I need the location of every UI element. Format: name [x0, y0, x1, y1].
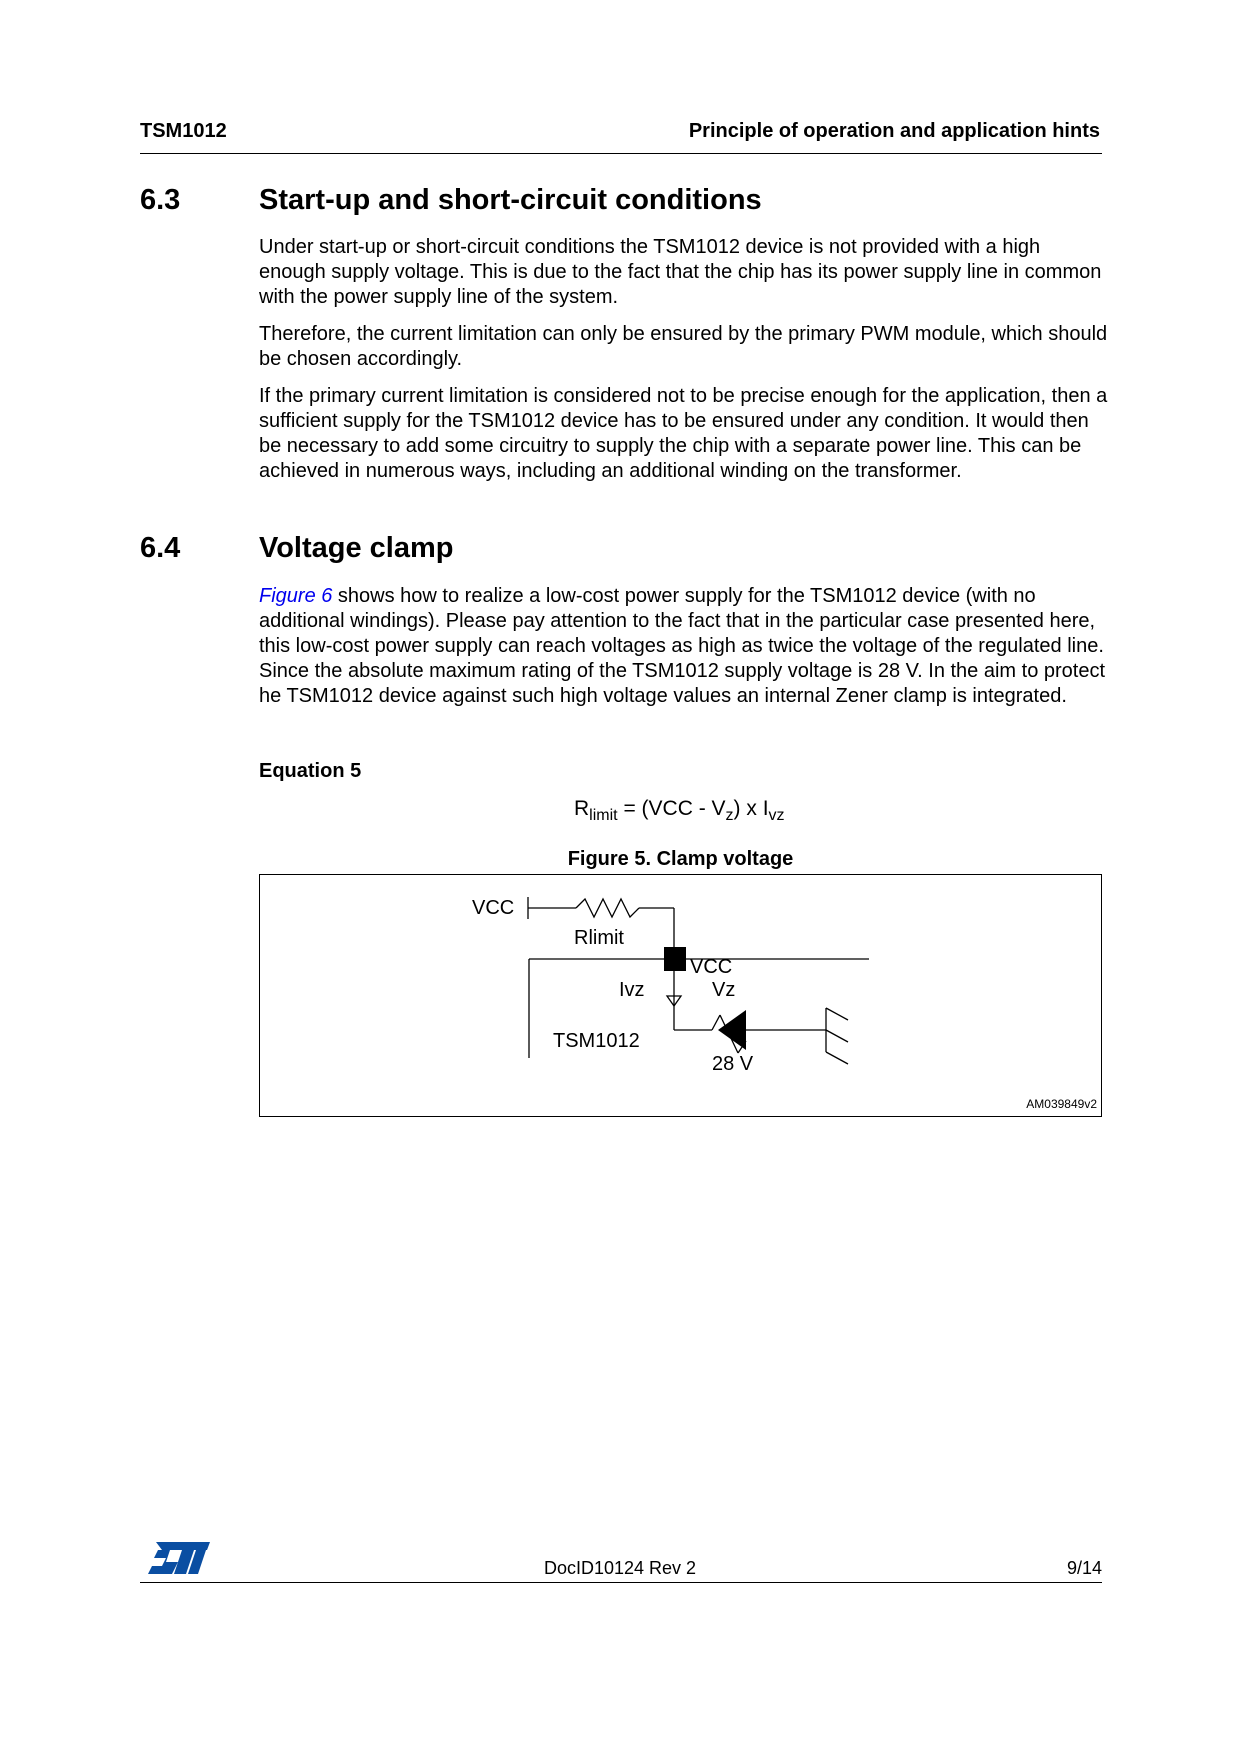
- label-vcc-pin: VCC: [690, 956, 733, 978]
- label-zener-voltage: 28 V: [712, 1053, 754, 1075]
- label-rlimit: Rlimit: [574, 927, 624, 949]
- section-6-3-body: [259, 235, 1109, 484]
- paragraph: Therefore, the current limitation can only be ensured by the primary PWM module, which should be chosen accordingly.: [259, 323, 1108, 370]
- label-vcc-left: VCC: [472, 897, 515, 919]
- figure-6-link[interactable]: Figure 6: [259, 585, 333, 607]
- paragraph-text: shows how to realize a low-cost power supply for the TSM1012 device (with no additional windings). Please pay attention to the fact that in the particular case presented here, this low-cost power supply can reach voltages as high as twice the voltage of the regulated line. Since the absolute maximum rating of the TSM1012 supply voltage is 28 V. In the aim to protect he TSM1012 device against such high voltage values an internal Zener clamp is integrated.: [259, 585, 1106, 707]
- label-vz: Vz: [712, 979, 736, 1001]
- paragraph: Under start-up or short-circuit conditions the TSM1012 device is not provided with a high enough supply voltage. This is due to the fact that the chip has its power supply line in common with the power supply line of the system.: [259, 236, 1102, 308]
- equation-label: Equation 5: [259, 760, 362, 782]
- footer-page-number: 9/14: [1066, 1558, 1102, 1578]
- footer-rule: [140, 1582, 1102, 1583]
- ground-hatch: [826, 1052, 848, 1064]
- section-6-4-body: [259, 584, 1109, 709]
- paragraph: [259, 584, 1109, 709]
- paragraph: If the primary current limitation is considered not to be precise enough for the application, then a sufficient supply for the TSM1012 device has to be ensured under any condition. It would then be necessary to add some circuitry to supply the chip with a separate power line. This can be achieved in numerous ways, including an additional winding on the transformer.: [259, 385, 1108, 482]
- section-6-3-title: Start-up and short-circuit conditions: [259, 184, 762, 216]
- ground-hatch: [826, 1030, 848, 1042]
- zener-diode-symbol: [718, 1010, 746, 1050]
- label-chip: TSM1012: [553, 1030, 640, 1052]
- header-rule: [140, 153, 1102, 154]
- ground-hatch: [826, 1008, 848, 1020]
- vcc-pin-square: [664, 947, 686, 971]
- header-doc-name: TSM1012: [140, 120, 227, 142]
- equation-5: $R_{limit} = (VCC - V_z)$ x $I_{vz}$: [574, 797, 785, 825]
- header-section-name: Principle of operation and application hints: [688, 120, 1100, 142]
- figure-clamp-voltage: [259, 874, 1102, 1117]
- resistor-rlimit: [576, 899, 639, 917]
- section-6-4-title: Voltage clamp: [259, 532, 454, 564]
- section-6-3-number: 6.3: [140, 184, 181, 216]
- figure-caption: Figure 5. Clamp voltage: [567, 848, 794, 870]
- section-6-4-number: 6.4: [140, 532, 181, 564]
- label-ivz: Ivz: [619, 979, 645, 1001]
- zener-bend-top: [712, 1015, 720, 1030]
- figure-ref: AM039849v2: [1026, 1097, 1097, 1111]
- clamp-schematic: [260, 875, 1101, 1116]
- footer-doc-id: DocID10124 Rev 2: [543, 1558, 697, 1578]
